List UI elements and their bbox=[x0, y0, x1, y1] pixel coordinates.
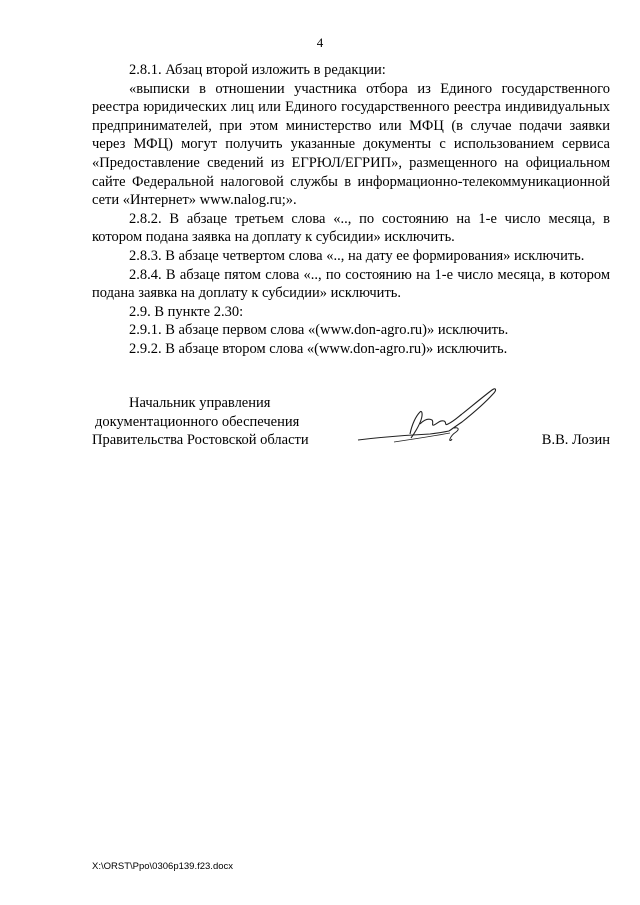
paragraph-2-8-1: 2.8.1. Абзац второй изложить в редакции: bbox=[129, 62, 386, 78]
paragraph-2-8-3: 2.8.3. В абзаце четвертом слова «.., на дату ее формирования» исключить. bbox=[129, 247, 585, 264]
document-body bbox=[92, 61, 610, 359]
page-number: 4 bbox=[316, 35, 324, 50]
paragraph-extract-wording: «выписки в отношении участника отбора из Единого государственного реестра юридических лиц или Единого государственного реестра индивидуальных предпринимателей, при этом министерство или МФЦ (в случае подачи заявки через МФЦ) могут получить указанные документы с использованием сервиса «Предоставление сведений из ЕГРЮЛ/ЕГРИП», размещенного на официальном сайте Федеральной налоговой службы в информационно-телекоммуникационной сети «Интернет» www.nalog.ru;». bbox=[92, 80, 610, 209]
signatory-title-line-1: Начальник управления bbox=[129, 395, 271, 411]
signatory-name: В.В. Лозин bbox=[541, 432, 610, 448]
paragraph-2-9-1: 2.9.1. В абзаце первом слова «(www.don-agro.ru)» исключить. bbox=[129, 322, 509, 339]
paragraph-2-9-2: 2.9.2. В абзаце втором слова «(www.don-agro.ru)» исключить. bbox=[129, 340, 508, 357]
signature-block bbox=[92, 394, 610, 450]
file-path-footer: X:\ORST\Ppo\0306p139.f23.docx bbox=[92, 861, 234, 872]
signatory-title-line-2: документационного обеспечения bbox=[95, 413, 300, 430]
paragraph-2-9: 2.9. В пункте 2.30: bbox=[129, 303, 244, 320]
paragraph-2-8-4: 2.8.4. В абзаце пятом слова «.., по состоянию на 1-е число месяца, в котором подана заявка на доплату к субсидии» исключить. bbox=[92, 266, 610, 302]
handwritten-signature bbox=[354, 384, 504, 454]
paragraph-2-8-2: 2.8.2. В абзаце третьем слова «.., по состоянию на 1-е число месяца, в котором подана заявка на доплату к субсидии» исключить. bbox=[92, 210, 610, 246]
signatory-title-line-3: Правительства Ростовской области bbox=[92, 432, 309, 449]
